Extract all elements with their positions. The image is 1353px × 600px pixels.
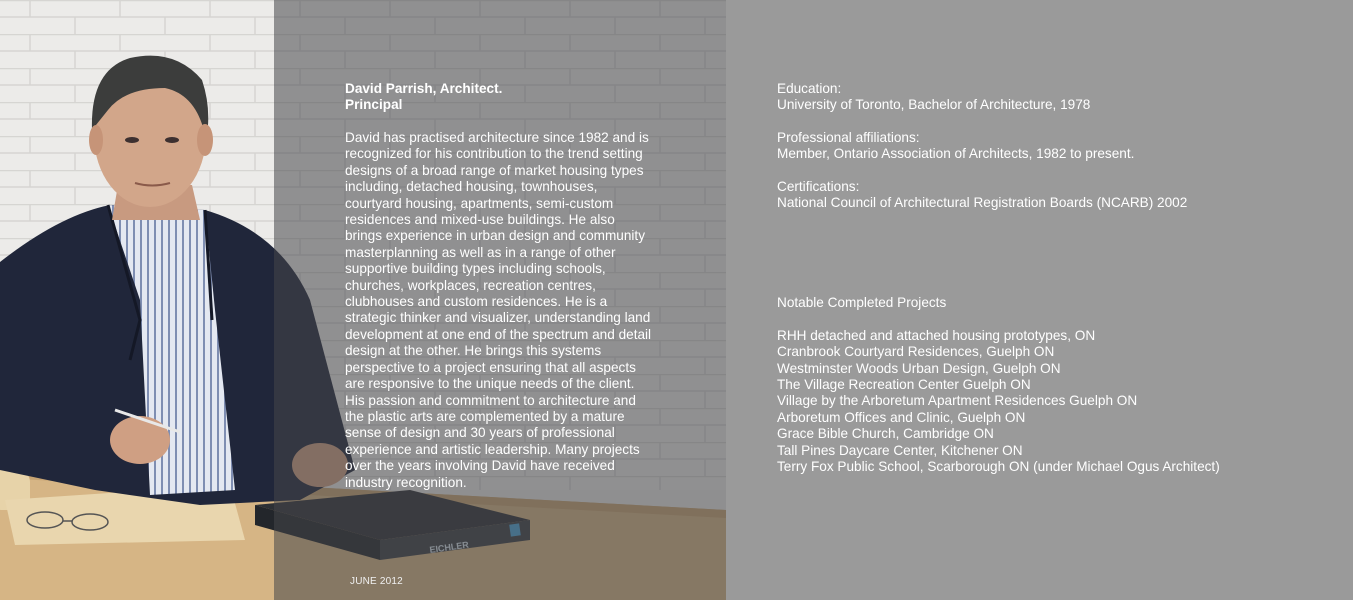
bio-heading (345, 81, 502, 114)
education-label: Education: (777, 81, 842, 96)
projects-heading: Notable Completed Projects (777, 295, 947, 310)
projects-list (777, 328, 1220, 476)
bio-name: David Parrish, Architect. (345, 81, 503, 96)
left-hand (110, 416, 170, 464)
bio-line: development at one end of the spectrum and detail (345, 326, 652, 342)
bio-line: experience and artistic leadership. Many projects (345, 441, 640, 457)
affiliations-value: Member, Ontario Association of Architects, 1982 to present. (777, 146, 1135, 162)
certifications-section (777, 179, 1187, 212)
bio-line: recognized for his contribution to the trend setting (345, 146, 643, 162)
bio-line: His passion and commitment to architecture and (345, 392, 636, 408)
project-item: Cranbrook Courtyard Residences, Guelph ON (777, 344, 1055, 360)
bio-line: masterplanning as well as in a range of other (345, 244, 616, 260)
bio-role: Principal (345, 97, 403, 113)
bio-line: design at the other. He brings this systems (345, 343, 602, 359)
bio-line: over the years involving David have received (345, 458, 615, 474)
bio-line: clubhouses and custom residences. He is a (345, 294, 608, 310)
bio-text (345, 130, 685, 491)
date-stamp: JUNE 2012 (350, 576, 403, 587)
certifications-value: National Council of Architectural Registration Boards (NCARB) 2002 (777, 195, 1188, 211)
bio-line: industry recognition. (345, 474, 467, 490)
bio-line: residences and mixed-use buildings. He also (345, 212, 615, 228)
affiliations-section (777, 130, 1134, 163)
bio-line: brings experience in urban design and community (345, 228, 645, 244)
bio-line: the plastic arts are complemented by a mature (345, 408, 625, 424)
project-item: Tall Pines Daycare Center, Kitchener ON (777, 442, 1023, 458)
project-item: RHH detached and attached housing prototypes, ON (777, 327, 1096, 343)
project-item: Arboretum Offices and Clinic, Guelph ON (777, 409, 1026, 425)
bio-line: David has practised architecture since 1982 and is (345, 130, 649, 145)
bio-line: sense of design and 30 years of professional (345, 425, 615, 441)
project-item: Westminster Woods Urban Design, Guelph ON (777, 360, 1061, 376)
bio-line: courtyard housing, apartments, semi-custom (345, 195, 614, 211)
project-item: Village by the Arboretum Apartment Residences Guelph ON (777, 393, 1138, 409)
bio-line: designs of a broad range of market housing types (345, 162, 644, 178)
bio-line: perspective to a project ensuring that all aspects (345, 359, 636, 375)
education-section (777, 81, 1090, 114)
bio-line: supportive building types including schools, (345, 261, 606, 277)
certifications-label: Certifications: (777, 179, 860, 194)
project-item: Grace Bible Church, Cambridge ON (777, 426, 994, 442)
project-item: Terry Fox Public School, Scarborough ON (under Michael Ogus Architect) (777, 459, 1220, 475)
bio-line: are responsive to the unique needs of the client. (345, 376, 635, 392)
bio-line: including, detached housing, townhouses, (345, 179, 598, 195)
bio-line: strategic thinker and visualizer, understanding land (345, 310, 651, 326)
education-value: University of Toronto, Bachelor of Architecture, 1978 (777, 97, 1091, 113)
affiliations-label: Professional affiliations: (777, 130, 920, 145)
project-item: The Village Recreation Center Guelph ON (777, 377, 1031, 393)
projects-section (777, 295, 1220, 475)
bio-line: churches, workplaces, recreation centres, (345, 277, 596, 293)
